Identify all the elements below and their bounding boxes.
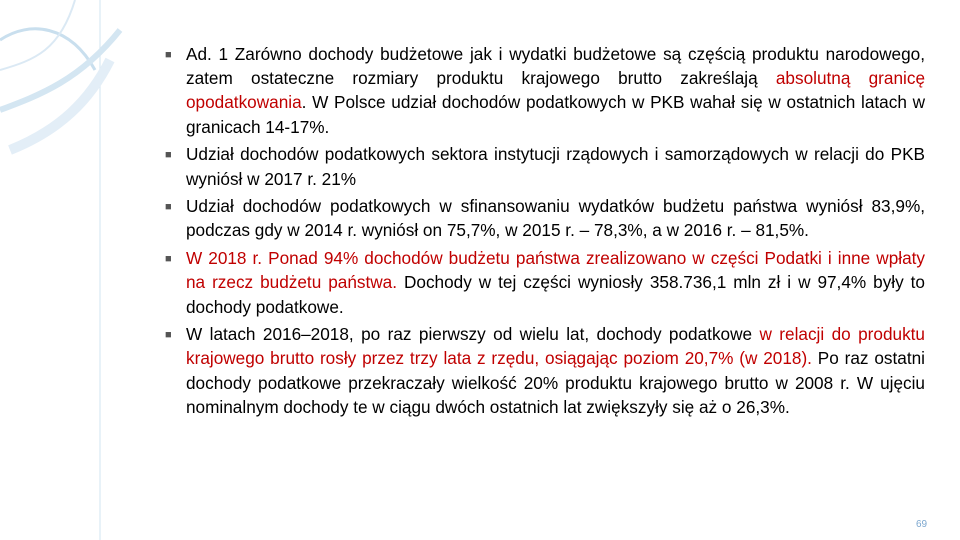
bullet-marker-icon: ■ (165, 329, 172, 342)
bullet-marker-icon: ■ (165, 49, 172, 61)
highlighted-text: absolutną granicę opodatkowania (186, 68, 925, 113)
bullet-marker-icon: ■ (165, 201, 172, 214)
bullet-item (165, 246, 925, 319)
body-text: Udział dochodów podatkowych w sfinansowaniu wydatków budżetu państwa wyniósł 83,9%, podczas gdy w 2014 r. wyniósł on 75,7%, w 2015 r. – 78,3%, a w 2016 r. – 81,5%. (186, 196, 925, 241)
body-text: . W Polsce udział dochodów podatkowych w PKB wahał się w ostatnich latach w granicach 14-17%. (186, 92, 925, 137)
body-text: Udział dochodów podatkowych sektora instytucji rządowych i samorządowych w relacji do PKB wyniósł w 2017 r. 21% (186, 144, 925, 189)
highlighted-text: w relacji do produktu krajowego brutto rosły przez trzy lata z rzędu, osiągając poziom 20,7% (w 2018). (186, 324, 925, 369)
body-text: Dochody w tej części wyniosły 358.736,1 mln zł i w 97,4% były to dochody podatkowe. (186, 272, 925, 317)
body-text: W latach 2016–2018, po raz pierwszy od wielu lat, dochody podatkowe (186, 324, 760, 345)
bullet-list (165, 42, 925, 423)
decorative-swirl (0, 0, 130, 540)
bullet-marker-icon: ■ (165, 149, 172, 162)
bullet-item (165, 322, 925, 419)
page-number: 69 (916, 519, 928, 530)
highlighted-text: W 2018 r. Ponad 94% dochodów budżetu państwa zrealizowano w części Podatki i inne wpłaty na rzecz budżetu państwa. (186, 248, 925, 293)
bullet-marker-icon: ■ (165, 253, 172, 266)
body-text: Ad. 1 Zarówno dochody budżetowe jak i wydatki budżetowe są częścią produktu narodowego, zatem ostateczne rozmiary produktu krajowego brutto zakreślają (186, 44, 925, 89)
bullet-item (165, 142, 925, 190)
bullet-item (165, 194, 925, 242)
body-text: Po raz ostatni dochody podatkowe przekraczały wielkość 20% produktu krajowego brutto w 2008 r. W ujęciu nominalnym dochody te w ciągu dwóch ostatnich lat zwiększyły się aż o 26,3%. (186, 348, 925, 417)
bullet-item (165, 42, 925, 139)
